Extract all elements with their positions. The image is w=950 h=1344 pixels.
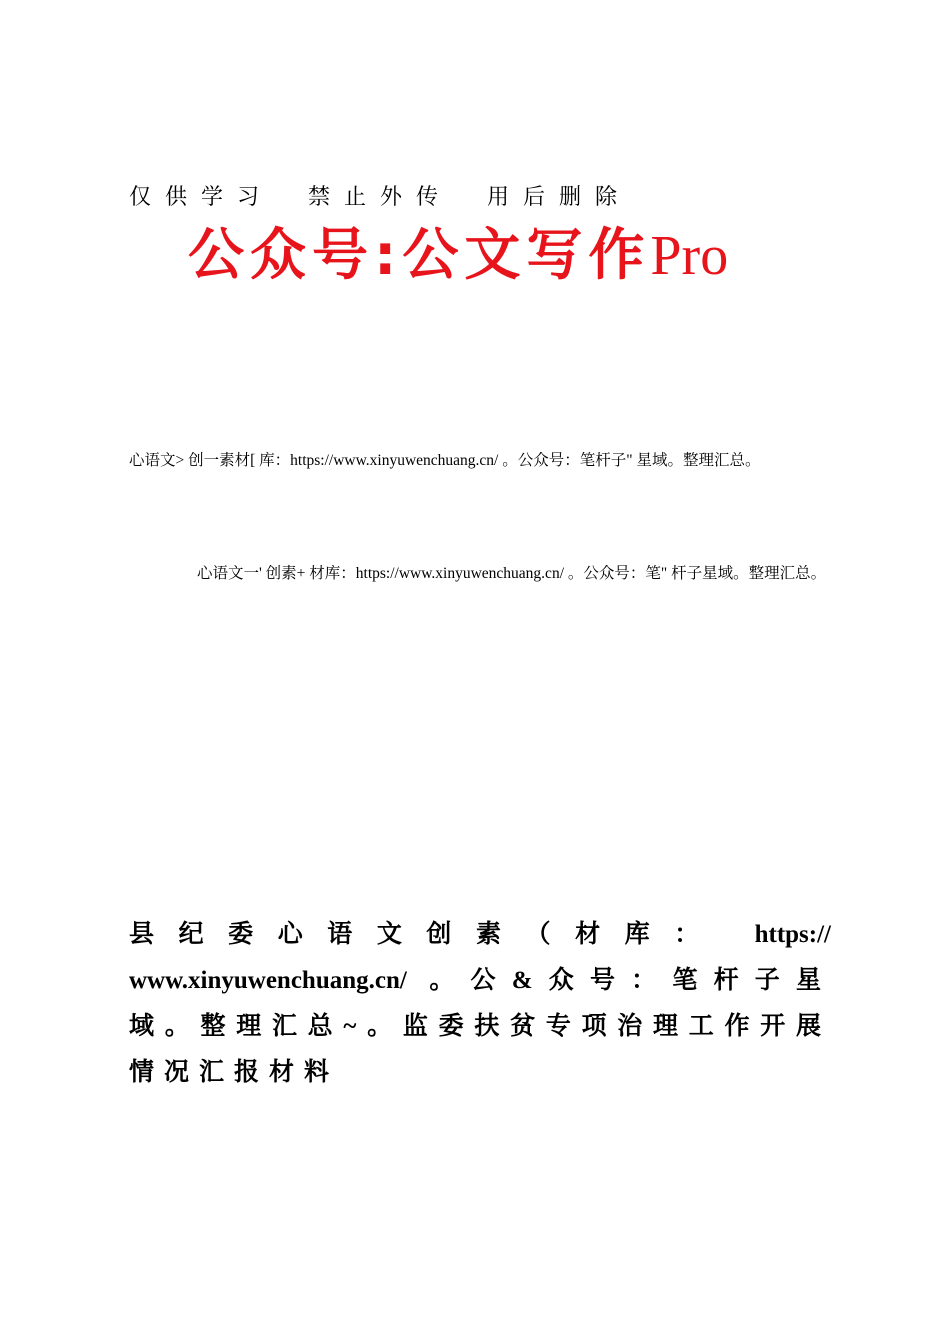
notice-study-only: 仅供学习 xyxy=(129,185,274,210)
document-title-url: https:// www.xinyuwenchuang.cn/ xyxy=(129,921,831,994)
brand-suffix: Pro xyxy=(650,225,729,287)
source-paragraph: 心语文一' 创素+ 材库：https://www.xinyuwenchuang.cn/ 。公众号：笔" 杆子星域。整理汇总。 xyxy=(197,565,827,582)
notice-no-distribution: 禁止外传 xyxy=(308,185,453,210)
source-line: 心语文> 创一素材[ 库：https://www.xinyuwenchuang.cn/ 。公众号：笔杆子" 星域。整理汇总。 xyxy=(129,452,761,469)
document-title xyxy=(129,912,831,1096)
brand-banner xyxy=(188,223,729,288)
document-title-part2: 。公&众号：笔杆子星域。整理汇总~。监委扶贫专项治理工作开展情况汇报材料 xyxy=(129,967,832,1086)
notice-delete-after-use: 用后删除 xyxy=(487,185,632,210)
document-title-part1: 县纪委心语文创素（材库： xyxy=(129,921,724,948)
brand-title: 公众号:公文写作 xyxy=(188,223,651,288)
notice-line xyxy=(129,180,631,211)
